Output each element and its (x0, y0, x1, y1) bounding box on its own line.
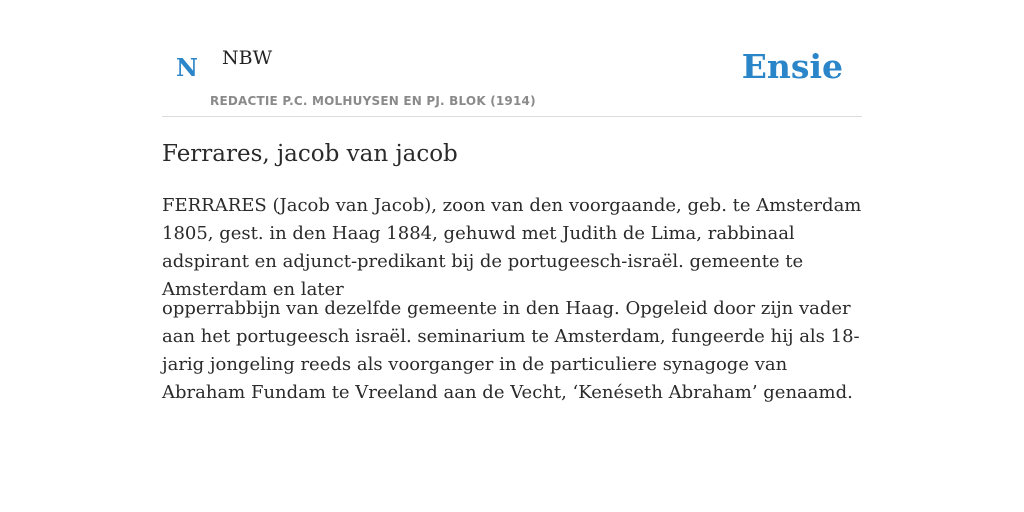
brand-logo-link[interactable]: Ensie (741, 47, 843, 86)
source-logo[interactable]: N (176, 53, 198, 82)
source-credit: REDACTIE P.C. MOLHUYSEN EN PJ. BLOK (1914) (210, 94, 536, 108)
source-name[interactable]: NBW (222, 47, 273, 69)
article-paragraph: opperrabbijn van dezelfde gemeente in den Haag. Opgeleid door zijn vader aan het portugeesch israël. seminarium te Amsterdam, fungeerde hij als 18-jarig jongeling reeds als voorganger in de particuliere synagoge van Abraham Fundam te Vreeland aan de Vecht, ‘Kenéseth Abraham’ genaamd. (162, 298, 860, 403)
article-paragraph: FERRARES (Jacob van Jacob), zoon van den voorgaande, geb. te Amsterdam 1805, gest. in den Haag 1884, gehuwd met Judith de Lima, rabbinaal adspirant en adjunct-predikant bij de portugeesch-israël. gemeente te Amsterdam en later (162, 195, 862, 300)
article-title: Ferrares, jacob van jacob (162, 141, 458, 167)
site-header (162, 0, 862, 117)
